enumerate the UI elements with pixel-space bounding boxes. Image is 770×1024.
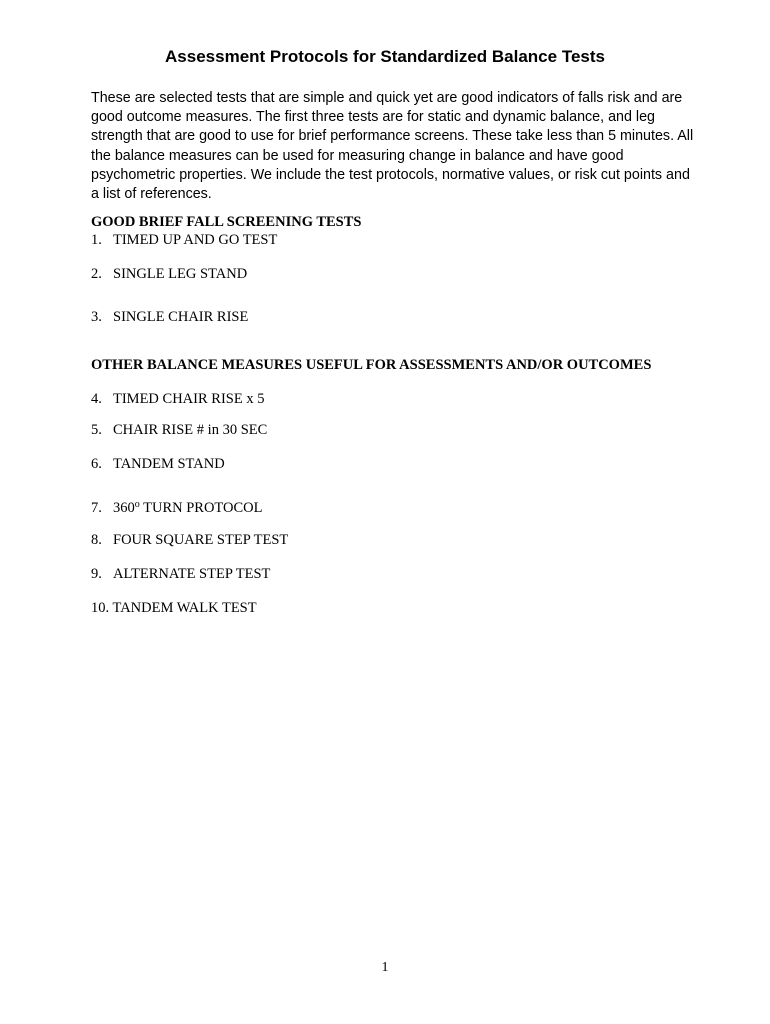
list-item bbox=[91, 496, 262, 517]
list-item-label: TURN PROTOCOL bbox=[139, 500, 263, 516]
list-item-number: 7. bbox=[91, 500, 102, 516]
list-item bbox=[91, 421, 267, 439]
list-item-number: 8. bbox=[91, 532, 102, 548]
degree-superscript: o bbox=[134, 499, 140, 510]
list-item-label: FOUR SQUARE STEP TEST bbox=[113, 532, 289, 548]
list-item bbox=[91, 531, 288, 549]
list-item-label: SINGLE CHAIR RISE bbox=[113, 309, 249, 325]
section-heading-screening: GOOD BRIEF FALL SCREENING TESTS bbox=[91, 214, 362, 230]
list-item-number: 5. bbox=[91, 422, 102, 438]
list-item bbox=[91, 308, 248, 326]
list-item bbox=[91, 565, 270, 583]
list-item-label: CHAIR RISE # in 30 SEC bbox=[113, 422, 268, 438]
list-item bbox=[91, 599, 257, 617]
list-item-label-prefix: 360 bbox=[113, 500, 135, 516]
list-item bbox=[91, 231, 277, 249]
list-item-number: 2. bbox=[91, 266, 102, 282]
list-item bbox=[91, 455, 225, 473]
list-item-number: 3. bbox=[91, 309, 102, 325]
list-item-label: TIMED CHAIR RISE x 5 bbox=[113, 391, 265, 407]
list-item-number: 10. bbox=[91, 600, 110, 616]
list-item-number: 1. bbox=[91, 232, 102, 248]
list-item-number: 4. bbox=[91, 391, 102, 407]
list-item bbox=[91, 390, 264, 408]
list-item-label: TANDEM STAND bbox=[113, 456, 225, 472]
document-title: Assessment Protocols for Standardized Balance Tests bbox=[165, 47, 605, 66]
intro-paragraph: These are selected tests that are simple and quick yet are good indicators of falls risk and are good outcome measures. The first three tests are for static and dynamic balance, and leg strength that are good to use for brief performance screens. These take less than 5 minutes. All the balance measures can be used for measuring change in balance and have good psychometric properties. We include the test protocols, normative values, or risk cut points and a list of references. bbox=[91, 90, 694, 203]
list-item bbox=[91, 265, 247, 283]
list-item-number: 9. bbox=[91, 566, 102, 582]
list-item-label: ALTERNATE STEP TEST bbox=[113, 566, 271, 582]
list-item-label: TANDEM WALK TEST bbox=[112, 600, 257, 616]
list-item-label: SINGLE LEG STAND bbox=[113, 266, 248, 282]
list-item-number: 6. bbox=[91, 456, 102, 472]
list-item-label: TIMED UP AND GO TEST bbox=[113, 232, 278, 248]
page-number: 1 bbox=[381, 960, 389, 975]
section-heading-other-measures: OTHER BALANCE MEASURES USEFUL FOR ASSESSMENTS AND/OR OUTCOMES bbox=[91, 357, 652, 373]
